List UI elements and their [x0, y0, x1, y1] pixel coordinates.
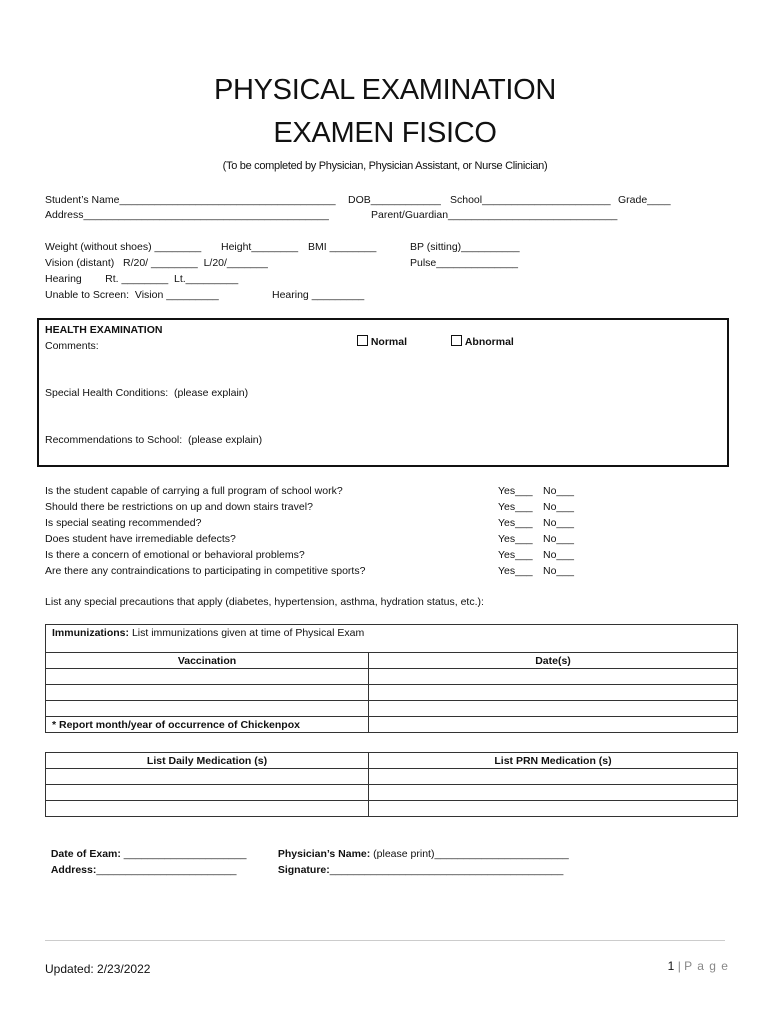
school-field[interactable]: School______________________: [450, 194, 611, 206]
dob-field[interactable]: DOB____________: [348, 194, 441, 206]
table-row: [46, 785, 738, 801]
prn-medication-cell[interactable]: [369, 785, 738, 801]
prn-medication-cell[interactable]: [369, 769, 738, 785]
title-line-1: PHYSICAL EXAMINATION: [213, 74, 557, 106]
title-line-2: EXAMEN FISICO: [273, 117, 497, 149]
medications-table: [45, 752, 738, 817]
health-heading: HEALTH EXAMINATION: [45, 324, 163, 336]
vaccination-column-header: Vaccination: [46, 653, 369, 669]
vaccination-cell[interactable]: [46, 701, 369, 717]
signature-label: Signature:: [277, 864, 330, 876]
page-word: P a g e: [684, 959, 729, 973]
dates-column-header: Date(s): [369, 653, 738, 669]
physician-name-label: Physician’s Name:: [277, 848, 371, 860]
table-row: [46, 685, 738, 701]
date-of-exam-blank[interactable]: _____________________: [120, 848, 247, 860]
table-row: [46, 701, 738, 717]
unable-hearing-field[interactable]: Hearing _________: [272, 289, 365, 301]
no-answer[interactable]: No___: [543, 517, 574, 529]
parent-guardian-field[interactable]: Parent/Guardian_____________________________: [371, 209, 618, 221]
question-text: Does student have irremediable defects?: [45, 533, 236, 545]
immunizations-header: [46, 625, 738, 653]
question-text: Is special seating recommended?: [45, 517, 202, 529]
precautions-label: List any special precautions that apply (diabetes, hypertension, asthma, hydration status, etc.):: [45, 596, 484, 608]
daily-medication-header: List Daily Medication (s): [46, 753, 369, 769]
comments-label: Comments:: [45, 340, 99, 352]
daily-medication-cell[interactable]: [46, 785, 369, 801]
subtitle: (To be completed by Physician, Physician Assistant, or Nurse Clinician): [222, 160, 548, 172]
pulse-field[interactable]: Pulse______________: [410, 257, 519, 269]
prn-medication-header: List PRN Medication (s): [369, 753, 738, 769]
footer-divider: [45, 940, 725, 941]
vision-field[interactable]: Vision (distant) R/20/ ________ L/20/_______: [45, 257, 268, 269]
yes-answer[interactable]: Yes___: [498, 533, 533, 545]
yes-answer[interactable]: Yes___: [498, 517, 533, 529]
daily-medication-cell[interactable]: [46, 801, 369, 817]
signature-blank[interactable]: ________________________________________: [329, 864, 564, 876]
bp-field[interactable]: BP (sitting)__________: [410, 241, 520, 253]
no-answer[interactable]: No___: [543, 549, 574, 561]
date-cell[interactable]: [369, 669, 738, 685]
yes-answer[interactable]: Yes___: [498, 501, 533, 513]
updated-date: Updated: 2/23/2022: [45, 962, 151, 976]
student-name-field[interactable]: Student’s Name_____________________________________: [45, 194, 336, 206]
table-row: [46, 769, 738, 785]
chickenpox-date-cell[interactable]: [369, 717, 738, 733]
date-of-exam-label: Date of Exam:: [50, 848, 121, 860]
hearing-field[interactable]: Hearing Rt. ________ Lt._________: [45, 273, 239, 285]
address-field[interactable]: Address__________________________________________: [45, 209, 329, 221]
immunizations-table: [45, 624, 738, 733]
abnormal-option[interactable]: [445, 323, 514, 348]
page-separator: |: [674, 959, 685, 973]
bmi-field[interactable]: BMI ________: [308, 241, 377, 253]
grade-field[interactable]: Grade____: [618, 194, 671, 206]
no-answer[interactable]: No___: [543, 533, 574, 545]
table-row: [46, 669, 738, 685]
no-answer[interactable]: No___: [543, 565, 574, 577]
immunizations-text: List immunizations given at time of Physical Exam: [131, 627, 365, 639]
recommendations-label: Recommendations to School: (please explain): [45, 434, 263, 446]
signature-field[interactable]: [272, 852, 563, 876]
date-cell[interactable]: [369, 701, 738, 717]
physician-address-field[interactable]: [45, 852, 237, 876]
height-field[interactable]: Height________: [221, 241, 299, 253]
no-answer[interactable]: No___: [543, 501, 574, 513]
table-row: [46, 801, 738, 817]
abnormal-label: Abnormal: [464, 336, 514, 348]
daily-medication-cell[interactable]: [46, 769, 369, 785]
address-label: Address:: [50, 864, 97, 876]
yes-answer[interactable]: Yes___: [498, 485, 533, 497]
vaccination-cell[interactable]: [46, 669, 369, 685]
weight-field[interactable]: Weight (without shoes) ________: [45, 241, 202, 253]
yes-answer[interactable]: Yes___: [498, 565, 533, 577]
physician-name-blank[interactable]: (please print)_______________________: [370, 848, 569, 860]
abnormal-checkbox[interactable]: [451, 335, 462, 346]
question-text: Should there be restrictions on up and down stairs travel?: [45, 501, 313, 513]
no-answer[interactable]: No___: [543, 485, 574, 497]
page-number: [661, 945, 729, 973]
address-blank[interactable]: ________________________: [96, 864, 237, 876]
unable-vision-field[interactable]: Unable to Screen: Vision _________: [45, 289, 219, 301]
question-text: Is the student capable of carrying a full program of school work?: [45, 485, 343, 497]
page-num: 1: [667, 959, 675, 973]
normal-label: Normal: [370, 336, 408, 348]
normal-option[interactable]: [351, 323, 407, 348]
special-conditions-label: Special Health Conditions: (please explain): [45, 387, 249, 399]
question-text: Is there a concern of emotional or behavioral problems?: [45, 549, 305, 561]
date-cell[interactable]: [369, 685, 738, 701]
immunizations-label: Immunizations:: [52, 627, 130, 639]
yes-answer[interactable]: Yes___: [498, 549, 533, 561]
prn-medication-cell[interactable]: [369, 801, 738, 817]
normal-checkbox[interactable]: [357, 335, 368, 346]
question-text: Are there any contraindications to participating in competitive sports?: [45, 565, 366, 577]
vaccination-cell[interactable]: [46, 685, 369, 701]
chickenpox-label: * Report month/year of occurrence of Chickenpox: [46, 717, 369, 733]
